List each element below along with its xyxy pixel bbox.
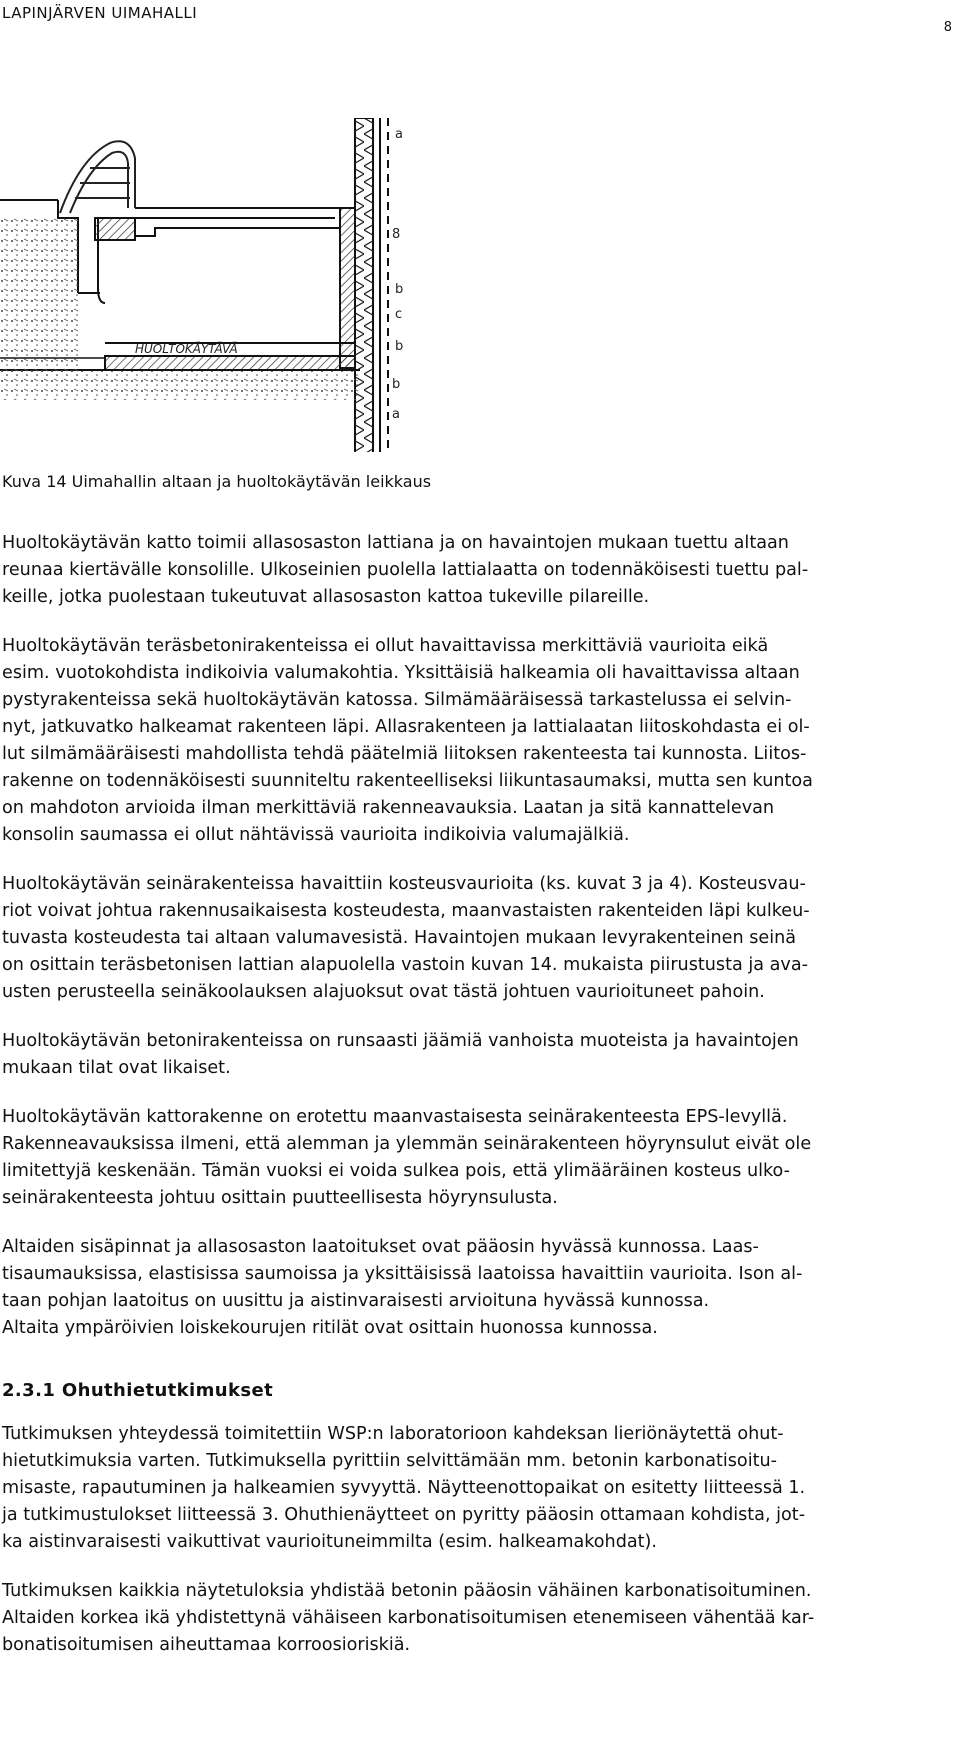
annotation-marks bbox=[392, 127, 403, 422]
paragraph-7: Tutkimuksen yhteydessä toimitettiin WSP:n laboratorioon kahdeksan lieriönäytettä ohut- hietutkimuksia varten. Tutkimuksella pyrittiin selvittämään mm. betonin karbonatisoitu- misaste, rapautuminen ja halkeamien syvyyttä. Näytteenottopaikat on esitetty liitteessä 1. ja tutkimustulokset liitteessä 3. Ohuthienäytteet on pyritty pääosin ottamaan kohdista, jot- ka aistinvaraisesti vaikuttivat vaurioituneimmilta (esim. halkeamakohdat). bbox=[2, 1424, 806, 1552]
paragraph-1: Huoltokäytävän katto toimii allasosaston lattiana ja on havaintojen mukaan tuettu altaan reunaa kiertävälle konsolille. Ulkoseinien puolella lattialaatta on todennäköisesti tuettu pal- keille, jotka puolestaan tukeutuvat allasosaston kattoa tukeville pilareille. bbox=[2, 533, 809, 607]
outer-wall bbox=[340, 118, 388, 452]
svg-text:c: c bbox=[395, 307, 403, 322]
paragraph-4: Huoltokäytävän betonirakenteissa on runsaasti jäämiä vanhoista muoteista ja havaintojen mukaan tilat ovat likaiset. bbox=[2, 1031, 799, 1078]
pool-ladder bbox=[60, 141, 135, 213]
svg-text:b: b bbox=[395, 282, 404, 297]
section-heading: 2.3.1 Ohuthietutkimukset bbox=[2, 1380, 274, 1401]
technical-drawing-svg bbox=[0, 118, 470, 452]
paragraph-3: Huoltokäytävän seinärakenteissa havaittiin kosteusvaurioita (ks. kuvat 3 ja 4). Kosteusvau- riot voivat johtua rakennusaikaisesta kosteudesta, maanvastaisten rakenteiden läpi kulkeu- tuvasta kosteudesta tai altaan valumavesistä. Havaintojen mukaan levyrakenteinen seinä on osittain teräsbetonisen lattian alapuolella vastoin kuvan 14. mukaista piirustusta ja ava- usten perusteella seinäkoolauksen alajuoksut ovat tästä johtuen vaurioituneet pahoin. bbox=[2, 874, 810, 1002]
svg-text:a: a bbox=[392, 407, 400, 422]
paragraph-8: Tutkimuksen kaikkia näytetuloksia yhdistää betonin pääosin vähäinen karbonatisoituminen. Altaiden korkea ikä yhdistettynä vähäiseen karbonatisoitumisen etenemiseen vähentää kar- bonatisoitumisen aiheuttamaa korroosioriskiä. bbox=[2, 1581, 815, 1655]
paragraph-2: Huoltokäytävän teräsbetonirakenteissa ei ollut havaittavissa merkittäviä vaurioita eikä esim. vuotokohdista indikoivia valumakohtia. Yksittäisiä halkeamia oli havaittavissa altaan pystyrakenteissa sekä huoltokäytävän katossa. Silmämääräisessä tarkastelussa ei selvin- nyt, jatkuvatko halkeamat rakenteen läpi. Allasrakenteen ja lattialaatan liitoskohdasta ei ol- lut silmämääräisesti mahdollista tehdä päätelmiä liitoksen rakenteesta tai kunnosta. Liitos- rakenne on todennäköisesti suunniteltu rakenteelliseksi liikuntasaumaksi, mutta sen kuntoa on mahdoton arvioida ilman merkittäviä rakenneavauksia. Laatan ja sitä kannattelevan konsolin saumassa ei ollut nähtävissä vaurioita indikoivia valumajälkiä. bbox=[2, 636, 813, 845]
svg-text:b: b bbox=[395, 339, 404, 354]
svg-text:8: 8 bbox=[392, 227, 401, 242]
section-drawing bbox=[0, 118, 470, 452]
svg-text:a: a bbox=[395, 127, 403, 142]
paragraph-5: Huoltokäytävän kattorakenne on erotettu maanvastaisesta seinärakenteesta EPS-levyllä. Rakenneavauksissa ilmeni, että alemman ja ylemmän seinärakenteen höyrynsulut eivät ole limitettyjä keskenään. Tämän vuoksi ei voida sulkea pois, että ylimääräinen kosteus ulko- seinärakenteesta johtuu osittain puutteellisesta höyrynsulusta. bbox=[2, 1107, 812, 1208]
earth-fill bbox=[0, 218, 78, 378]
document-header-title: LAPINJÄRVEN UIMAHALLI bbox=[2, 4, 198, 22]
svg-text:b: b bbox=[392, 377, 401, 392]
document-body bbox=[2, 530, 957, 1681]
figure-caption: Kuva 14 Uimahallin altaan ja huoltokäytävän leikkaus bbox=[2, 472, 432, 491]
corridor-label: HUOLTOKÄYTÄVÄ bbox=[135, 342, 238, 356]
paragraph-6: Altaiden sisäpinnat ja allasosaston laatoitukset ovat pääosin hyvässä kunnossa. Laas- tisaumauksissa, elastisissa saumoissa ja yksittäisissä laatoissa havaittiin vaurioita. Ison al- taan pohjan laatoitus on uusittu ja aistinvaraisesti arvioituna hyvässä kunnossa. Altaita ympäröivien loiskekourujen ritilät ovat osittain huonossa kunnossa. bbox=[2, 1237, 803, 1338]
page-number: 8 bbox=[943, 20, 952, 35]
